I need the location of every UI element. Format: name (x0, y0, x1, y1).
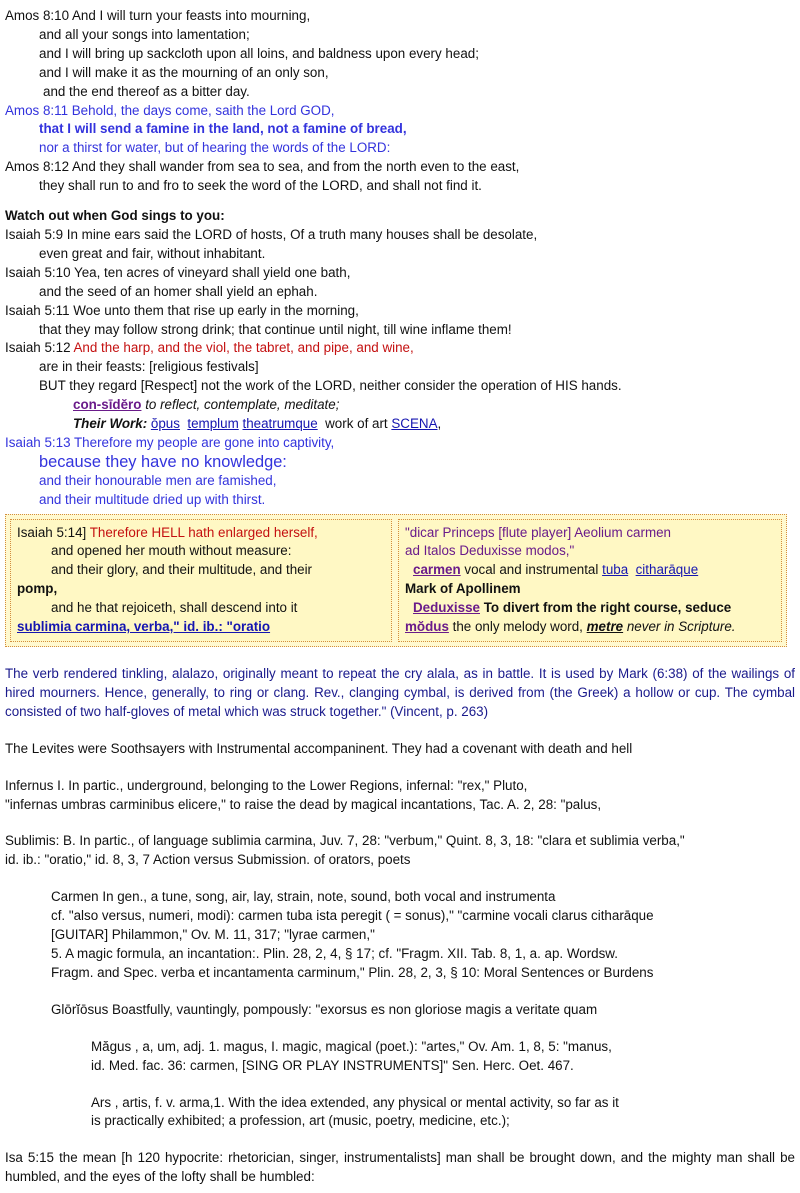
verse-line: and their glory, and their multitude, and their (51, 562, 313, 578)
verse-line: and the end thereof as a bitter day. (43, 83, 250, 99)
verse-line: that I will send a famine in the land, not a famine of bread, (39, 121, 407, 137)
verse-reference: Isaiah 5:12 (5, 340, 71, 356)
verse-line: they shall run to and fro to seek the word of the LORD, and shall not find it. (39, 178, 482, 194)
verse-line: BUT they regard [Respect] not the work of the LORD, neither consider the operation of HIS hands. (39, 378, 622, 394)
verse-text: And the harp, and the viol, the tabret, and pipe, and wine, (73, 340, 414, 356)
definition-text: the only melody word, (452, 619, 583, 635)
definition-text: never in Scripture. (626, 619, 736, 635)
definition-text: to reflect, contemplate, meditate; (145, 397, 340, 413)
comparison-box (5, 514, 787, 647)
verse-text: Therefore HELL hath enlarged herself, (89, 524, 318, 540)
gloriosus-entry: Glōrĭōsus Boastfully, vauntingly, pompously: "exorsus es non gloriose magis a veritate quam (51, 1001, 598, 1017)
verse-line: pomp, (17, 581, 58, 597)
latin-word-link[interactable]: templum (187, 416, 239, 432)
entry-line: Ars , artis, f. v. arma,1. With the idea extended, any physical or mental activity, so far as it (91, 1094, 619, 1110)
amos-8-12-line: Amos 8:12 And they shall wander from sea to sea, and from the north even to the east, (5, 159, 520, 175)
emphasis-word: metre (586, 619, 624, 635)
ars-entry (5, 1094, 795, 1132)
entry-line: Măgus , a, um, adj. 1. magus, I. magic, magical (poet.): "artes," Ov. Am. 1, 8, 5: "manus, (91, 1038, 612, 1054)
entry-line: cf. "also versus, numeri, modi): carmen tuba ista peregit ( = sonus)," "carmine vocali clarus citharāque (51, 908, 654, 924)
entry-line: [GUITAR] Philammon," Ov. M. 11, 317; "lyrae carmen," (51, 927, 375, 943)
gloss-text: work of art (325, 416, 388, 432)
latin-word-link[interactable]: mŏdus (405, 619, 449, 635)
sublimis-entry: Sublimis: B. In partic., of language sublimia carmina, Juv. 7, 28: "verbum," Quint. 8, 3, 18: "clara et sublimia verba," (5, 833, 685, 849)
latin-word-link[interactable]: Deduxisse (413, 600, 480, 616)
entry-line: Fragm. and Spec. verba et incantamenta carminum," Plin. 28, 2, 3, § 10: Moral Sentences or Burdens (51, 964, 654, 980)
verse-reference: Isaiah 5:14] (17, 524, 87, 540)
apollinem-cell (398, 519, 782, 642)
latin-word-link[interactable]: SCENA (391, 416, 438, 432)
carmen-entry (5, 888, 795, 983)
latin-word-link[interactable]: carmen (413, 562, 461, 578)
verse-line: even great and fair, without inhabitant. (39, 245, 266, 261)
isaiah-5-11-line: Isaiah 5:11 Woe unto them that rise up early in the morning, (5, 302, 359, 318)
levites-paragraph: The Levites were Soothsayers with Instrumental accompaninent. They had a covenant with death and hell (5, 740, 633, 756)
verse-line-emphasis: because they have no knowledge: (39, 452, 287, 471)
latin-reference-link[interactable]: sublimia carmina, verba," id. ib.: "oratio (17, 619, 271, 635)
latin-word-link[interactable]: ŏpus (150, 416, 180, 432)
verse-line: and I will make it as the mourning of an only son, (39, 64, 329, 80)
latin-word-link[interactable]: tuba (602, 562, 629, 578)
label: Their Work: (73, 416, 148, 432)
verse-line: and their honourable men are famished, (39, 472, 277, 488)
entry-line: id. Med. fac. 36: carmen, [SING OR PLAY INSTRUMENTS]" Sen. Herc. Oet. 467. (91, 1057, 574, 1073)
isaiah-5-15-paragraph: Isa 5:15 the mean [h 120 hypocrite: rhetorician, singer, instrumentalists] man shall be brought down, and the mighty man shall be humbled, and the eyes of the lofty shall be humbled: (5, 1150, 795, 1185)
verse-line: and opened her mouth without measure: (51, 543, 292, 559)
verse-line: and the seed of an homer shall yield an ephah. (39, 283, 318, 299)
verse-line: and he that rejoiceth, shall descend into it (51, 600, 298, 616)
isaiah-5-13-line: Isaiah 5:13 Therefore my people are gone into captivity, (5, 434, 335, 450)
verse-line: are in their feasts: [religious festivals] (39, 359, 259, 375)
infernus-entry: Infernus I. In partic., underground, belonging to the Lower Regions, infernal: "rex," Pluto, (5, 777, 528, 793)
section-heading: Watch out when God sings to you: (5, 208, 225, 224)
verse-line: and all your songs into lamentation; (39, 26, 250, 42)
definition-text: To divert from the right course, seduce (483, 600, 732, 616)
gloss-text: vocal and instrumental (464, 562, 599, 578)
isaiah-5-10-line: Isaiah 5:10 Yea, ten acres of vineyard shall yield one bath, (5, 264, 351, 280)
latin-quote-line: ad Italos Deduxisse modos," (405, 543, 575, 559)
isaiah-5-14-cell (10, 519, 392, 642)
isaiah-5-9-line: Isaiah 5:9 In mine ears said the LORD of hosts, Of a truth many houses shall be desolate, (5, 226, 538, 242)
tinkling-paragraph: The verb rendered tinkling, alalazo, originally meant to repeat the cry alala, as in battle. It is used by Mark (6:38) of the wailings of hired mourners. Hence, generally, to ring or clang. Rev., clanging cymbal, is derived from (the Greek) a hollow or cup. The cymbal consisted of two half-gloves of metal which was struck together." (Vincent, p. 263) (5, 666, 795, 719)
their-work-line: Their Work: ŏpus templum theatrumque work of art SCENA, (73, 416, 442, 432)
entry-line: 5. A magic formula, an incantation:. Plin. 28, 2, 4, § 17; cf. "Fragm. XII. Tab. 8, 1, a. ap. Wordsw. (51, 945, 618, 961)
entry-line: is practically exhibited; a profession, art (music, poetry, medicine, etc.); (91, 1113, 510, 1129)
magus-entry (5, 1038, 795, 1076)
latin-word-link[interactable]: con-sīdĕro (73, 397, 142, 413)
consider-definition-line (5, 396, 795, 415)
amos-8-11-line: Amos 8:11 Behold, the days come, saith the Lord GOD, (5, 102, 335, 118)
infernus-entry-cont: "infernas umbras carminibus elicere," to raise the dead by magical incantations, Tac. A. 2, 28: "palus, (5, 796, 602, 812)
latin-word-link[interactable]: citharāque (635, 562, 699, 578)
latin-word-link[interactable]: theatrumque (242, 416, 318, 432)
verse-line: nor a thirst for water, but of hearing the words of the LORD: (39, 140, 391, 156)
entry-line: Carmen In gen., a tune, song, air, lay, strain, note, sound, both vocal and instrumenta (51, 889, 556, 905)
isaiah-5-12-line (5, 339, 795, 358)
verse-line: that they may follow strong drink; that continue until night, till wine inflame them! (39, 321, 512, 337)
verse-line: and their multitude dried up with thirst. (39, 491, 266, 507)
latin-quote-line: "dicar Princeps [flute player] Aeolium carmen (405, 524, 671, 540)
verse-line: and I will bring up sackcloth upon all loins, and baldness upon every head; (39, 45, 479, 61)
mark-line: Mark of Apollinem (405, 581, 521, 597)
amos-8-10-line: Amos 8:10 And I will turn your feasts into mourning, (5, 8, 311, 23)
sublimis-entry-cont: id. ib.: "oratio," id. 8, 3, 7 Action versus Submission. of orators, poets (5, 852, 411, 868)
